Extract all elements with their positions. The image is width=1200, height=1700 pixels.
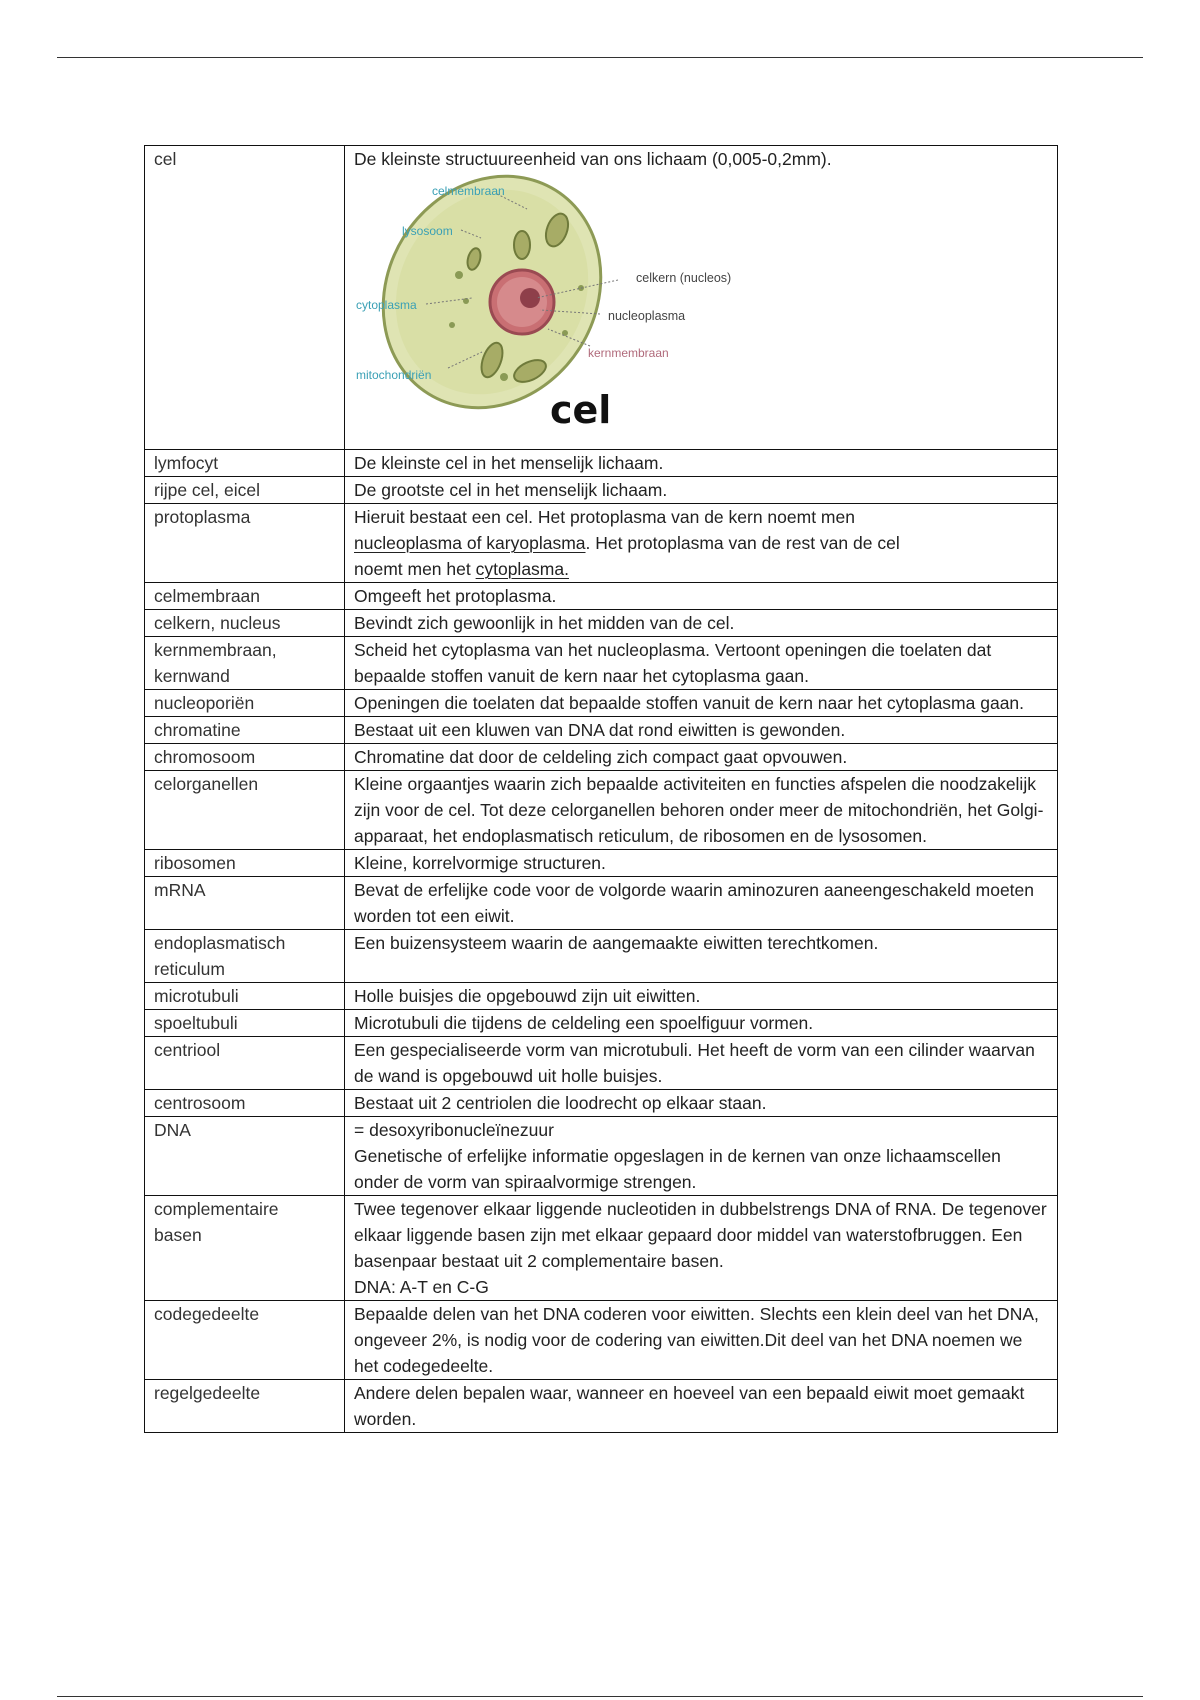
header-rule bbox=[57, 57, 1143, 58]
definition-cell bbox=[345, 477, 1058, 504]
table-row bbox=[145, 477, 1058, 504]
definition-text bbox=[354, 507, 900, 579]
term-text: cel bbox=[154, 149, 177, 169]
table-row bbox=[145, 983, 1058, 1010]
term-cell bbox=[145, 583, 345, 610]
table-row bbox=[145, 1196, 1058, 1301]
term-text: celmembraan bbox=[154, 586, 261, 606]
definition-cell bbox=[345, 690, 1058, 717]
glossary-table bbox=[144, 145, 1058, 1433]
label-lysosoom: lysosoom bbox=[402, 224, 453, 238]
definition-text: Een buizensysteem waarin de aangemaakte eiwitten terechtkomen. bbox=[354, 933, 879, 953]
definition-text: Een gespecialiseerde vorm van microtubuli. Het heeft de vorm van een cilinder waarvan de wand is opgebouwd uit holle buisjes. bbox=[354, 1040, 1035, 1086]
definition-part: Hieruit bestaat een cel. Het protoplasma van de kern noemt men bbox=[354, 507, 855, 527]
definition-text: Bestaat uit 2 centriolen die loodrecht op elkaar staan. bbox=[354, 1093, 767, 1113]
table-row bbox=[145, 610, 1058, 637]
definition-text: Chromatine dat door de celdeling zich compact gaat opvouwen. bbox=[354, 747, 848, 767]
definition-text: Microtubuli die tijdens de celdeling een spoelfiguur vormen. bbox=[354, 1013, 814, 1033]
term-text: celorganellen bbox=[154, 774, 259, 794]
term-cell bbox=[145, 1090, 345, 1117]
definition-part: noemt men het bbox=[354, 559, 476, 579]
term-cell bbox=[145, 1301, 345, 1380]
nucleolus bbox=[520, 288, 540, 308]
definition-text: De kleinste structuureenheid van ons lichaam (0,005-0,2mm). bbox=[354, 149, 832, 169]
table-row bbox=[145, 146, 1058, 450]
term-text: centriool bbox=[154, 1040, 221, 1060]
label-nucleoplasma: nucleoplasma bbox=[608, 309, 686, 323]
definition-text: Bevat de erfelijke code voor de volgorde waarin aminozuren aaneengeschakeld moeten worden tot een eiwit. bbox=[354, 880, 1035, 926]
term-text: codegedeelte bbox=[154, 1304, 260, 1324]
label-celmembraan: celmembraan bbox=[432, 184, 505, 198]
footer-rule bbox=[57, 1696, 1143, 1697]
term-text: kernmembraan, bbox=[154, 640, 277, 660]
term-text: nucleoporiën bbox=[154, 693, 255, 713]
definition-cell bbox=[345, 146, 1058, 450]
term-cell bbox=[145, 1010, 345, 1037]
definition-text: De kleinste cel in het menselijk lichaam. bbox=[354, 453, 664, 473]
term-text: centrosoom bbox=[154, 1093, 246, 1113]
definition-cell bbox=[345, 583, 1058, 610]
table-row bbox=[145, 637, 1058, 690]
definition-part: . Het protoplasma van de rest van de cel bbox=[585, 533, 900, 553]
definition-text: = desoxyribonucleïnezuur bbox=[354, 1120, 554, 1140]
label-cytoplasma: cytoplasma bbox=[356, 298, 417, 312]
definition-text: Genetische of erfelijke informatie opgeslagen in de kernen van onze lichaamscellen onder de vorm van spiraalvormige strengen. bbox=[354, 1146, 1001, 1192]
term-text: ribosomen bbox=[154, 853, 236, 873]
definition-cell bbox=[345, 717, 1058, 744]
definition-cell bbox=[345, 850, 1058, 877]
definition-cell bbox=[345, 1380, 1058, 1433]
underlined-term: cytoplasma. bbox=[475, 559, 569, 579]
term-cell bbox=[145, 717, 345, 744]
definition-cell bbox=[345, 1037, 1058, 1090]
table-row bbox=[145, 1010, 1058, 1037]
term-cell bbox=[145, 146, 345, 450]
cell-diagram bbox=[354, 174, 732, 444]
term-text: microtubuli bbox=[154, 986, 239, 1006]
term-cell bbox=[145, 610, 345, 637]
definition-text: Kleine orgaantjes waarin zich bepaalde activiteiten en functies afspelen die noodzakelijk zijn voor de cel. Tot deze celorganellen behoren onder meer de mitochondriën, het Golgi-apparaat, het endoplasmatisch reticulum, de ribosomen en de lysosomen. bbox=[354, 774, 1044, 846]
definition-text: De grootste cel in het menselijk lichaam. bbox=[354, 480, 668, 500]
definition-text: Holle buisjes die opgebouwd zijn uit eiwitten. bbox=[354, 986, 701, 1006]
table-row bbox=[145, 771, 1058, 850]
table-row bbox=[145, 744, 1058, 771]
definition-cell bbox=[345, 637, 1058, 690]
definition-text: DNA: A-T en C-G bbox=[354, 1277, 489, 1297]
table-row bbox=[145, 1117, 1058, 1196]
term-text: spoeltubuli bbox=[154, 1013, 238, 1033]
definition-text: Andere delen bepalen waar, wanneer en hoeveel van een bepaald eiwit moet gemaakt worden. bbox=[354, 1383, 1025, 1429]
term-text: complementaire bbox=[154, 1199, 279, 1219]
definition-cell bbox=[345, 610, 1058, 637]
definition-text: Bevindt zich gewoonlijk in het midden van de cel. bbox=[354, 613, 735, 633]
term-text: basen bbox=[154, 1225, 202, 1245]
term-text: celkern, nucleus bbox=[154, 613, 281, 633]
term-cell bbox=[145, 477, 345, 504]
table-row bbox=[145, 1090, 1058, 1117]
definition-cell bbox=[345, 744, 1058, 771]
term-cell bbox=[145, 1196, 345, 1301]
definition-cell bbox=[345, 1090, 1058, 1117]
underlined-term: nucleoplasma of karyoplasma bbox=[354, 533, 586, 553]
term-text: reticulum bbox=[154, 959, 225, 979]
definition-text: Bepaalde delen van het DNA coderen voor eiwitten. Slechts een klein deel van het DNA, ongeveer 2%, is nodig voor de codering van eiwitten.Dit deel van het DNA noemen we het codegedeelte. bbox=[354, 1304, 1039, 1376]
definition-cell bbox=[345, 1010, 1058, 1037]
term-cell bbox=[145, 504, 345, 583]
term-cell bbox=[145, 1037, 345, 1090]
table-row bbox=[145, 930, 1058, 983]
definition-text: Kleine, korrelvormige structuren. bbox=[354, 853, 606, 873]
definition-cell bbox=[345, 1196, 1058, 1301]
term-text: DNA bbox=[154, 1120, 191, 1140]
label-celkern: celkern (nucleos) bbox=[636, 271, 732, 285]
term-cell bbox=[145, 450, 345, 477]
table-row bbox=[145, 877, 1058, 930]
term-text: kernwand bbox=[154, 666, 230, 686]
term-text: chromosoom bbox=[154, 747, 256, 767]
definition-cell bbox=[345, 504, 1058, 583]
definition-cell bbox=[345, 1301, 1058, 1380]
term-cell bbox=[145, 850, 345, 877]
definition-text: Openingen die toelaten dat bepaalde stoffen vanuit de kern naar het cytoplasma gaan. bbox=[354, 693, 1025, 713]
term-text: mRNA bbox=[154, 880, 206, 900]
term-text: lymfocyt bbox=[154, 453, 219, 473]
term-cell bbox=[145, 877, 345, 930]
table-row bbox=[145, 583, 1058, 610]
label-mitochondrien: mitochondriën bbox=[356, 368, 432, 382]
term-cell bbox=[145, 690, 345, 717]
term-cell bbox=[145, 983, 345, 1010]
definition-text: Twee tegenover elkaar liggende nucleotiden in dubbelstrengs DNA of RNA. De tegenover elkaar liggende basen zijn met elkaar gepaard door middel van waterstofbruggen. Een basenpaar bestaat uit 2 complementaire basen. bbox=[354, 1199, 1047, 1271]
table-row bbox=[145, 504, 1058, 583]
definition-cell bbox=[345, 983, 1058, 1010]
table-row bbox=[145, 1037, 1058, 1090]
table-row bbox=[145, 850, 1058, 877]
term-text: regelgedeelte bbox=[154, 1383, 261, 1403]
definition-text: Omgeeft het protoplasma. bbox=[354, 586, 557, 606]
table-row bbox=[145, 1380, 1058, 1433]
term-text: rijpe cel, eicel bbox=[154, 480, 261, 500]
table-row bbox=[145, 690, 1058, 717]
definition-text: Bestaat uit een kluwen van DNA dat rond eiwitten is gewonden. bbox=[354, 720, 846, 740]
definition-text: Scheid het cytoplasma van het nucleoplasma. Vertoont openingen die toelaten dat bepaalde stoffen vanuit de kern naar het cytoplasma gaan. bbox=[354, 640, 992, 686]
term-cell bbox=[145, 744, 345, 771]
term-cell bbox=[145, 1117, 345, 1196]
figure-title: cel bbox=[550, 388, 612, 432]
definition-cell bbox=[345, 877, 1058, 930]
definition-cell bbox=[345, 771, 1058, 850]
term-cell bbox=[145, 930, 345, 983]
label-kernmembraan: kernmembraan bbox=[588, 346, 669, 360]
definition-cell bbox=[345, 450, 1058, 477]
term-text: endoplasmatisch bbox=[154, 933, 286, 953]
definition-cell bbox=[345, 1117, 1058, 1196]
definition-cell bbox=[345, 930, 1058, 983]
table-row bbox=[145, 450, 1058, 477]
term-cell bbox=[145, 771, 345, 850]
term-text: chromatine bbox=[154, 720, 241, 740]
term-cell bbox=[145, 1380, 345, 1433]
term-cell bbox=[145, 637, 345, 690]
table-row bbox=[145, 1301, 1058, 1380]
term-text: protoplasma bbox=[154, 507, 251, 527]
table-row bbox=[145, 717, 1058, 744]
